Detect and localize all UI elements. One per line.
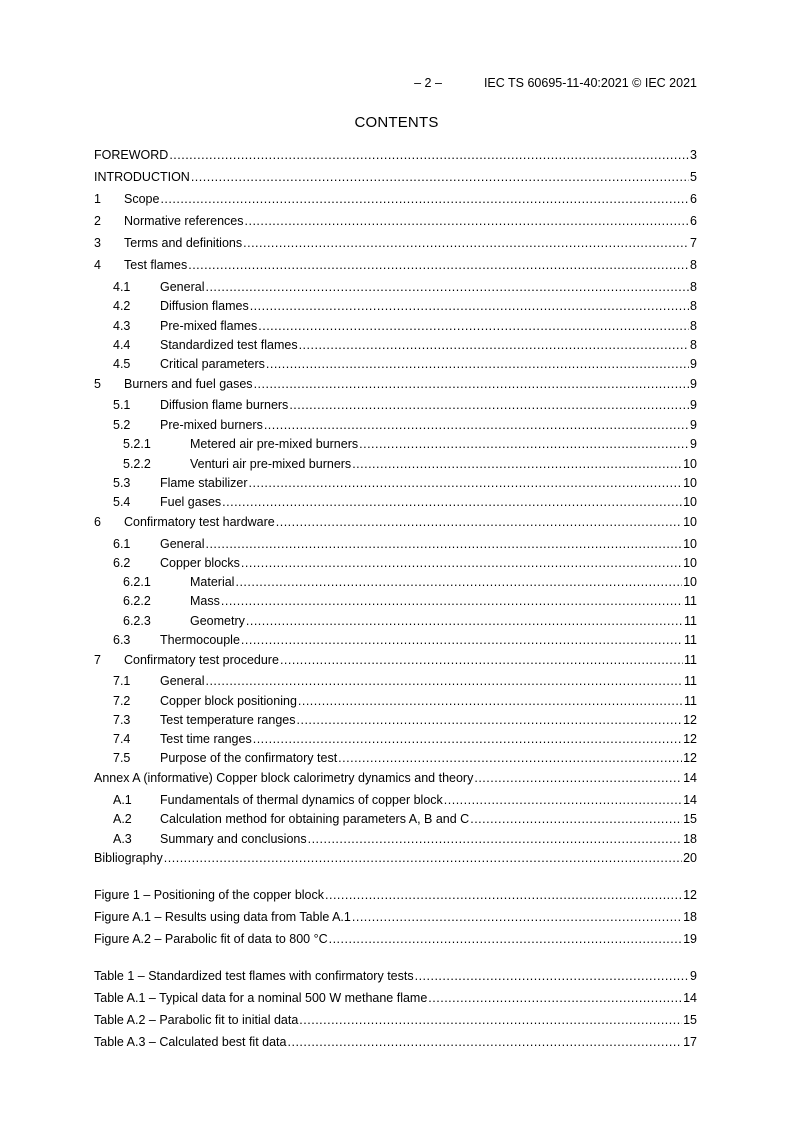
toc-entry-page: 8 [690, 258, 697, 272]
toc-entry[interactable] [94, 318, 697, 334]
dot-leader [221, 593, 683, 609]
toc-entry-page: 10 [683, 515, 697, 529]
dot-leader [188, 257, 689, 273]
toc-entry[interactable] [94, 475, 697, 491]
toc-entry[interactable] [94, 257, 697, 273]
toc-entry[interactable] [94, 652, 697, 668]
dot-leader [329, 931, 682, 947]
dot-leader [249, 475, 683, 491]
toc-entry[interactable] [94, 850, 697, 866]
toc-entry[interactable] [94, 613, 697, 629]
toc-entry-label: Metered air pre-mixed burners [190, 437, 359, 451]
toc-entry[interactable] [94, 494, 697, 510]
toc-entry-number: 5 [94, 377, 101, 391]
toc-entry-page: 5 [690, 170, 697, 184]
toc-entry[interactable] [94, 792, 697, 808]
toc-entry-label: Diffusion flames [160, 299, 249, 313]
dot-leader [352, 909, 682, 925]
toc-entry-page: 18 [683, 832, 697, 846]
toc-entry[interactable] [94, 169, 697, 185]
dot-leader [245, 213, 690, 229]
toc-entry-label: Scope [124, 192, 160, 206]
dot-leader [169, 147, 689, 163]
toc-entry-label: Copper blocks [160, 556, 240, 570]
toc-entry-label: Confirmatory test procedure [124, 653, 279, 667]
toc-entry-page: 8 [690, 299, 697, 313]
toc-entry-label: Diffusion flame burners [160, 398, 289, 412]
toc-entry-number: 7.4 [113, 732, 131, 746]
dot-leader [241, 632, 683, 648]
toc-entry[interactable] [94, 376, 697, 392]
toc-entry-label: Figure 1 – Positioning of the copper block [94, 888, 324, 902]
toc-entry-label: Fuel gases [160, 495, 222, 509]
toc-entry-label: Test flames [124, 258, 188, 272]
toc-entry-number: 4.4 [113, 338, 131, 352]
toc-entry-label: FOREWORD [94, 148, 169, 162]
toc-entry-number: 6.2.2 [123, 594, 151, 608]
toc-entry-label: Bibliography [94, 851, 163, 865]
toc-entry[interactable] [94, 298, 697, 314]
toc-entry-page: 9 [690, 969, 697, 983]
toc-entry-label: INTRODUCTION [94, 170, 190, 184]
toc-entry[interactable] [94, 750, 697, 766]
dot-leader [191, 169, 689, 185]
toc-entry[interactable] [94, 514, 697, 530]
page-number: – 2 – [414, 76, 442, 90]
toc-entry-page: 11 [684, 674, 697, 688]
dot-leader [338, 750, 682, 766]
toc-entry-number: 6.2.3 [123, 614, 151, 628]
toc-entry-number: 6 [94, 515, 101, 529]
toc-entry-page: 8 [690, 319, 697, 333]
toc-entry-page: 14 [683, 771, 697, 785]
toc-entry[interactable] [94, 931, 697, 947]
toc-entry-page: 11 [684, 614, 697, 628]
toc-entry-number: 6.2 [113, 556, 131, 570]
toc-entry-label: General [160, 674, 205, 688]
toc-entry-page: 18 [683, 910, 697, 924]
toc-entry-page: 10 [683, 575, 697, 589]
toc-entry-label: Fundamentals of thermal dynamics of copper block [160, 793, 443, 807]
toc-entry[interactable] [94, 574, 697, 590]
toc-entry-label: Venturi air pre-mixed burners [190, 457, 352, 471]
toc-entry-page: 12 [683, 732, 697, 746]
toc-entry-number: 5.3 [113, 476, 131, 490]
dot-leader [280, 652, 683, 668]
toc-entry-page: 11 [684, 594, 697, 608]
toc-entry-number: 6.2.1 [123, 575, 151, 589]
dot-leader [352, 456, 682, 472]
toc-entry-number: 2 [94, 214, 101, 228]
toc-entry-number: 5.2.1 [123, 437, 151, 451]
toc-entry[interactable] [94, 213, 697, 229]
dot-leader [258, 318, 689, 334]
dot-leader [299, 337, 689, 353]
toc-entry[interactable] [94, 147, 697, 163]
toc-entry-number: 7.5 [113, 751, 131, 765]
toc-entry-label: Table A.1 – Typical data for a nominal 500 W methane flame [94, 991, 428, 1005]
toc-entry-label: General [160, 537, 205, 551]
toc-entry[interactable] [94, 1034, 697, 1050]
dot-leader [415, 968, 689, 984]
toc-entry-label: Pre-mixed burners [160, 418, 263, 432]
toc-entry-page: 12 [683, 713, 697, 727]
toc-entry-page: 8 [690, 280, 697, 294]
toc-entry-label: Purpose of the confirmatory test [160, 751, 338, 765]
dot-leader [246, 613, 683, 629]
toc-entry-label: General [160, 280, 205, 294]
toc-entry-label: Annex A (informative) Copper block calorimetry dynamics and theory [94, 771, 474, 785]
toc-entry[interactable] [94, 712, 697, 728]
dot-leader [205, 536, 682, 552]
dot-leader [241, 555, 682, 571]
dot-leader [444, 792, 682, 808]
toc-entry-page: 9 [690, 437, 697, 451]
toc-entry-page: 11 [684, 633, 697, 647]
toc-entry-number: 7.3 [113, 713, 131, 727]
toc-entry-label: Test time ranges [160, 732, 252, 746]
toc-entry[interactable] [94, 1012, 697, 1028]
toc-entry-page: 9 [690, 418, 697, 432]
toc-entry-number: A.3 [113, 832, 132, 846]
toc-entry-label: Material [190, 575, 235, 589]
toc-entry[interactable] [94, 356, 697, 372]
toc-entry-label: Table A.2 – Parabolic fit to initial data [94, 1013, 299, 1027]
toc-entry-page: 14 [683, 991, 697, 1005]
dot-leader [470, 811, 682, 827]
toc-entry[interactable] [94, 417, 697, 433]
dot-leader [325, 887, 682, 903]
dot-leader [276, 514, 682, 530]
toc-entry-page: 10 [683, 495, 697, 509]
toc-entry[interactable] [94, 831, 697, 847]
toc-entry-page: 12 [683, 888, 697, 902]
toc-entry-label: Geometry [190, 614, 245, 628]
toc-entry-number: 4.1 [113, 280, 131, 294]
toc-entry-page: 8 [690, 338, 697, 352]
toc-entry-number: 4.5 [113, 357, 131, 371]
dot-leader [289, 397, 689, 413]
toc-entry[interactable] [94, 279, 697, 295]
toc-entry-page: 14 [683, 793, 697, 807]
dot-leader [222, 494, 682, 510]
toc-entry-page: 9 [690, 357, 697, 371]
toc-entry-page: 15 [683, 812, 697, 826]
toc-entry[interactable] [94, 968, 697, 984]
toc-entry[interactable] [94, 536, 697, 552]
dot-leader [266, 356, 689, 372]
toc-entry[interactable] [94, 673, 697, 689]
toc-entry-label: Burners and fuel gases [124, 377, 253, 391]
toc-entry-number: 6.3 [113, 633, 131, 647]
toc-entry[interactable] [94, 555, 697, 571]
toc-entry[interactable] [94, 632, 697, 648]
toc-entry[interactable] [94, 397, 697, 413]
toc-entry[interactable] [94, 990, 697, 1006]
toc-entry-label: Normative references [124, 214, 244, 228]
toc-entry-label: Terms and definitions [124, 236, 243, 250]
toc-entry-page: 10 [683, 537, 697, 551]
toc-entry-number: 5.2.2 [123, 457, 151, 471]
toc-entry[interactable] [94, 191, 697, 207]
toc-entry-page: 12 [683, 751, 697, 765]
toc-entry-page: 10 [683, 476, 697, 490]
toc-entry-page: 20 [683, 851, 697, 865]
toc-entry-label: Flame stabilizer [160, 476, 248, 490]
dot-leader [205, 673, 683, 689]
toc-entry-page: 9 [690, 398, 697, 412]
dot-leader [235, 574, 682, 590]
toc-entry[interactable] [94, 811, 697, 827]
dot-leader [359, 436, 689, 452]
toc-entry-page: 6 [690, 192, 697, 206]
toc-entry-label: Pre-mixed flames [160, 319, 258, 333]
toc-entry-label: Test temperature ranges [160, 713, 296, 727]
toc-entry-number: A.1 [113, 793, 132, 807]
dot-leader [264, 417, 689, 433]
toc-entry-label: Copper block positioning [160, 694, 297, 708]
toc-entry-page: 11 [684, 694, 697, 708]
toc-entry-number: 1 [94, 192, 101, 206]
toc-entry-label: Figure A.2 – Parabolic fit of data to 800 °C [94, 932, 328, 946]
dot-leader [298, 693, 683, 709]
toc-entry[interactable] [94, 235, 697, 251]
toc-entry-number: 6.1 [113, 537, 131, 551]
toc-entry[interactable] [94, 337, 697, 353]
toc-entry-number: 5.1 [113, 398, 131, 412]
dot-leader [254, 376, 689, 392]
toc-entry-page: 3 [690, 148, 697, 162]
toc-entry[interactable] [94, 770, 697, 786]
toc-entry-page: 7 [690, 236, 697, 250]
toc-entry-page: 17 [683, 1035, 697, 1049]
toc-entry-number: 4 [94, 258, 101, 272]
dot-leader [299, 1012, 682, 1028]
toc-entry-page: 15 [683, 1013, 697, 1027]
toc-entry-page: 11 [684, 653, 697, 667]
toc-entry-page: 9 [690, 377, 697, 391]
toc-entry[interactable] [94, 436, 697, 452]
dot-leader [297, 712, 683, 728]
dot-leader [288, 1034, 683, 1050]
toc-entry-number: 3 [94, 236, 101, 250]
dot-leader [474, 770, 682, 786]
toc-entry-number: 4.3 [113, 319, 131, 333]
dot-leader [160, 191, 689, 207]
toc-entry-label: Table A.3 – Calculated best fit data [94, 1035, 287, 1049]
dot-leader [205, 279, 689, 295]
dot-leader [253, 731, 682, 747]
toc-entry-label: Critical parameters [160, 357, 265, 371]
toc-entry-number: 7 [94, 653, 101, 667]
toc-entry-label: Calculation method for obtaining parameters A, B and C [160, 812, 470, 826]
toc-entry-number: A.2 [113, 812, 132, 826]
toc-entry[interactable] [94, 456, 697, 472]
dot-leader [243, 235, 689, 251]
toc-entry-number: 7.1 [113, 674, 131, 688]
dot-leader [308, 831, 682, 847]
dot-leader [164, 850, 682, 866]
contents-title: CONTENTS [354, 114, 439, 131]
toc-entry-number: 4.2 [113, 299, 131, 313]
toc-entry[interactable] [94, 693, 697, 709]
toc-entry-label: Confirmatory test hardware [124, 515, 275, 529]
toc-entry[interactable] [94, 909, 697, 925]
toc-entry-page: 6 [690, 214, 697, 228]
toc-entry-number: 7.2 [113, 694, 131, 708]
toc-entry-label: Table 1 – Standardized test flames with confirmatory tests [94, 969, 414, 983]
dot-leader [250, 298, 689, 314]
toc-entry-label: Thermocouple [160, 633, 240, 647]
toc-entry[interactable] [94, 731, 697, 747]
toc-entry[interactable] [94, 887, 697, 903]
toc-entry-page: 10 [683, 556, 697, 570]
page-header [0, 76, 697, 90]
document-id: IEC TS 60695-11-40:2021 © IEC 2021 [483, 76, 697, 90]
toc-entry-label: Mass [190, 594, 220, 608]
toc-entry-label: Summary and conclusions [160, 832, 307, 846]
toc-entry-number: 5.2 [113, 418, 131, 432]
toc-entry-page: 10 [683, 457, 697, 471]
toc-entry-number: 5.4 [113, 495, 131, 509]
toc-entry-label: Standardized test flames [160, 338, 298, 352]
toc-entry-page: 19 [683, 932, 697, 946]
dot-leader [428, 990, 682, 1006]
toc-entry-label: Figure A.1 – Results using data from Table A.1 [94, 910, 351, 924]
toc-entry[interactable] [94, 593, 697, 609]
